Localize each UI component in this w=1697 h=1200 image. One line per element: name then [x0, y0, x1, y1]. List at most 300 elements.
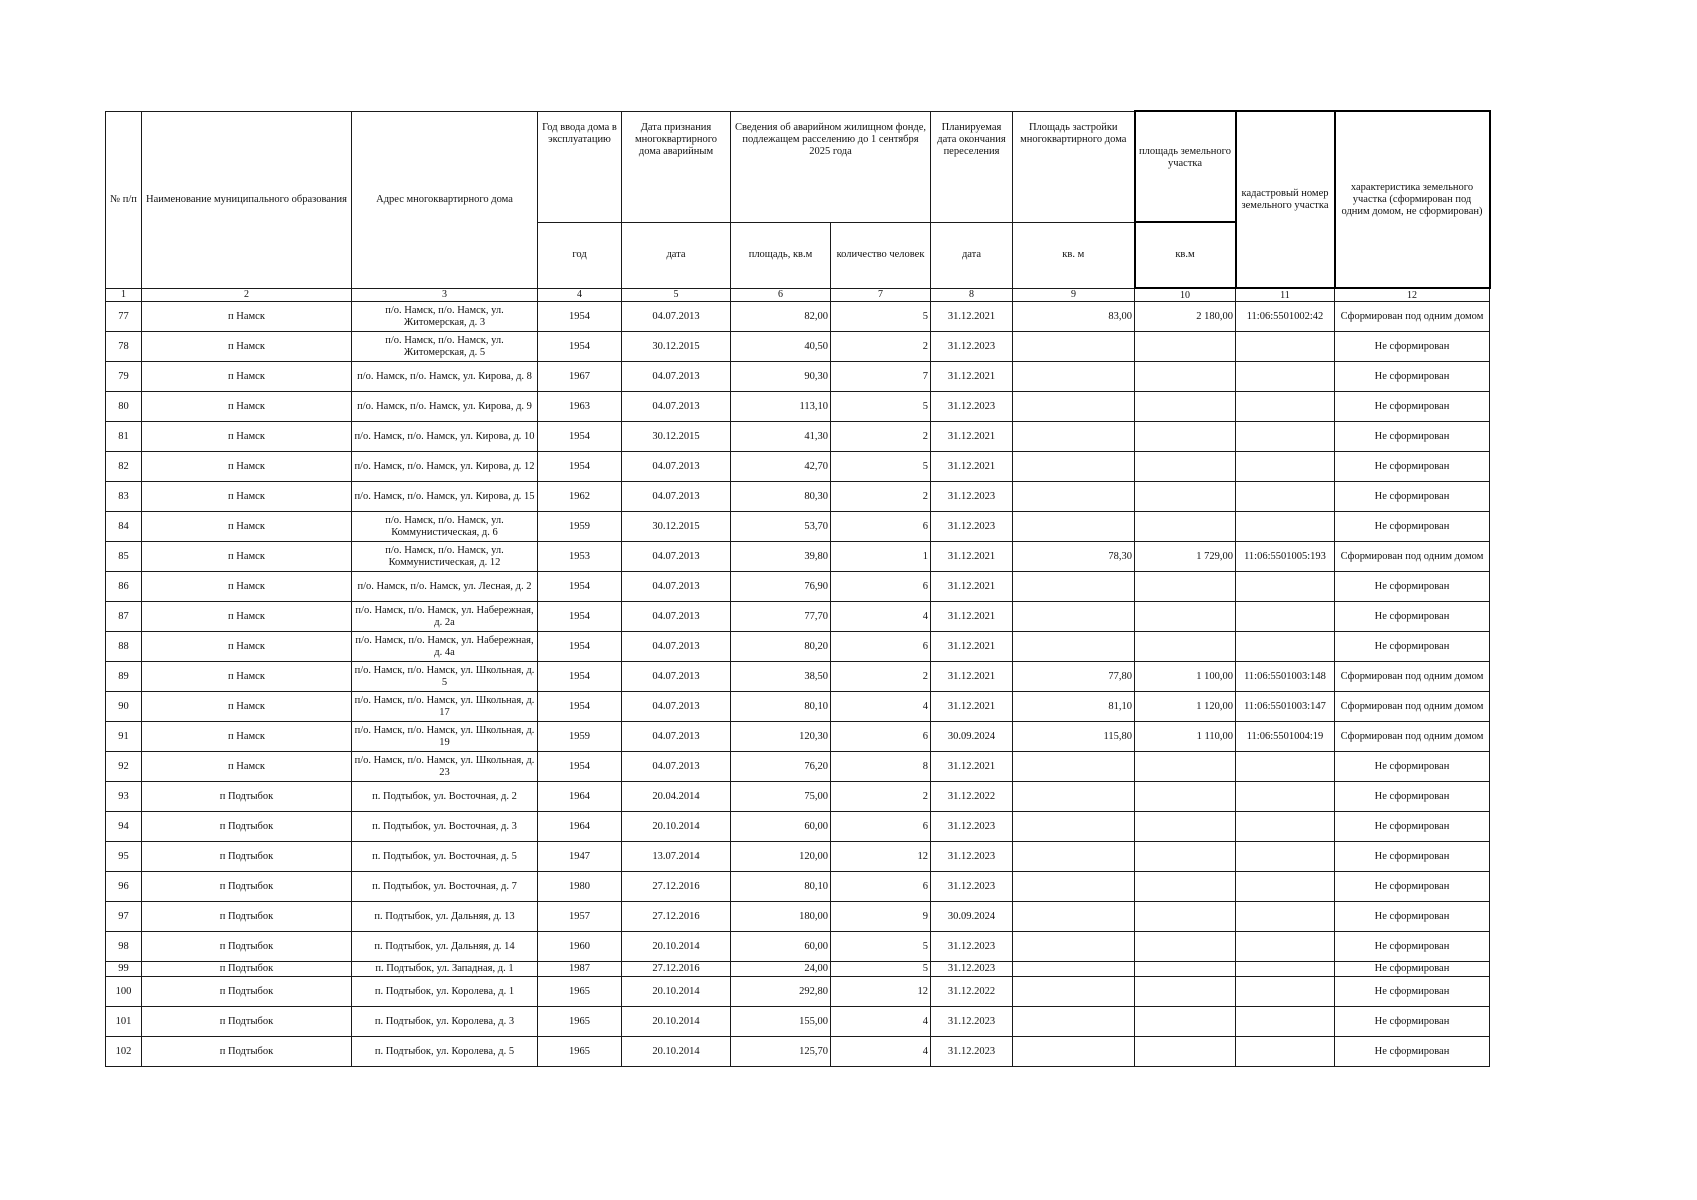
cell-people-count: 6	[831, 512, 931, 542]
cell-land-status: Сформирован под одним домом	[1335, 722, 1490, 752]
cell-planned-end-date: 31.12.2023	[931, 332, 1013, 362]
cell-year: 1954	[538, 632, 622, 662]
cell-address: п/о. Намск, п/о. Намск, ул. Лесная, д. 2	[352, 572, 538, 602]
cell-emergency-date: 20.10.2014	[622, 977, 731, 1007]
cell-row-number: 93	[106, 782, 142, 812]
cell-land-area: 1 100,00	[1135, 662, 1236, 692]
cell-cadastral-number	[1236, 512, 1335, 542]
header-emergency-date: Дата признания многоквартирного дома аварийным	[622, 111, 731, 222]
cell-year: 1947	[538, 842, 622, 872]
cell-cadastral-number: 11:06:5501005:193	[1236, 542, 1335, 572]
cell-cadastral-number	[1236, 872, 1335, 902]
cell-people-count: 2	[831, 662, 931, 692]
cell-row-number: 85	[106, 542, 142, 572]
col-num-5: 5	[622, 288, 731, 302]
cell-planned-end-date: 31.12.2023	[931, 512, 1013, 542]
header-cadastral: кадастровый номер земельного участка	[1236, 111, 1335, 288]
cell-year: 1965	[538, 977, 622, 1007]
cell-address: п/о. Намск, п/о. Намск, ул. Кирова, д. 12	[352, 452, 538, 482]
cell-land-area	[1135, 812, 1236, 842]
cell-area: 24,00	[731, 962, 831, 977]
cell-cadastral-number	[1236, 932, 1335, 962]
header-land-area: площадь земельного участка	[1135, 111, 1236, 222]
cell-address: п. Подтыбок, ул. Восточная, д. 3	[352, 812, 538, 842]
cell-row-number: 80	[106, 392, 142, 422]
header-year: Год ввода дома в эксплуатацию	[538, 111, 622, 222]
cell-address: п. Подтыбок, ул. Восточная, д. 7	[352, 872, 538, 902]
cell-municipality: п Намск	[142, 422, 352, 452]
cell-emergency-date: 04.07.2013	[622, 602, 731, 632]
cell-planned-end-date: 30.09.2024	[931, 902, 1013, 932]
cell-row-number: 94	[106, 812, 142, 842]
cell-municipality: п Подтыбок	[142, 1037, 352, 1067]
cell-row-number: 87	[106, 602, 142, 632]
cell-area: 80,20	[731, 632, 831, 662]
cell-address: п/о. Намск, п/о. Намск, ул. Школьная, д. 5	[352, 662, 538, 692]
cell-emergency-date: 04.07.2013	[622, 572, 731, 602]
cell-municipality: п Намск	[142, 542, 352, 572]
cell-row-number: 90	[106, 692, 142, 722]
header-building-area: Площадь застройки многоквартирного дома	[1013, 111, 1135, 222]
cell-land-status: Не сформирован	[1335, 572, 1490, 602]
cell-land-area	[1135, 977, 1236, 1007]
cell-municipality: п Намск	[142, 512, 352, 542]
cell-cadastral-number	[1236, 482, 1335, 512]
cell-people-count: 12	[831, 977, 931, 1007]
cell-cadastral-number: 11:06:5501004:19	[1236, 722, 1335, 752]
header-land-status: характеристика земельного участка (сформирован под одним домом, не сформирован)	[1335, 111, 1490, 288]
cell-address: п. Подтыбок, ул. Дальняя, д. 14	[352, 932, 538, 962]
cell-cadastral-number	[1236, 752, 1335, 782]
cell-year: 1957	[538, 902, 622, 932]
cell-planned-end-date: 31.12.2023	[931, 962, 1013, 977]
table-row	[106, 782, 1490, 812]
cell-row-number: 79	[106, 362, 142, 392]
cell-building-area	[1013, 1007, 1135, 1037]
cell-cadastral-number	[1236, 362, 1335, 392]
cell-land-area	[1135, 782, 1236, 812]
cell-people-count: 1	[831, 542, 931, 572]
cell-cadastral-number	[1236, 842, 1335, 872]
table-row	[106, 362, 1490, 392]
cell-area: 155,00	[731, 1007, 831, 1037]
cell-year: 1959	[538, 722, 622, 752]
cell-land-status: Сформирован под одним домом	[1335, 302, 1490, 332]
table-row	[106, 632, 1490, 662]
cell-address: п/о. Намск, п/о. Намск, ул. Кирова, д. 10	[352, 422, 538, 452]
cell-area: 60,00	[731, 932, 831, 962]
table-row	[106, 842, 1490, 872]
cell-row-number: 97	[106, 902, 142, 932]
cell-cadastral-number	[1236, 902, 1335, 932]
cell-planned-end-date: 31.12.2023	[931, 392, 1013, 422]
cell-people-count: 9	[831, 902, 931, 932]
cell-land-area: 1 120,00	[1135, 692, 1236, 722]
cell-planned-end-date: 31.12.2021	[931, 632, 1013, 662]
cell-cadastral-number	[1236, 572, 1335, 602]
cell-land-area	[1135, 1007, 1236, 1037]
cell-building-area: 78,30	[1013, 542, 1135, 572]
cell-people-count: 5	[831, 392, 931, 422]
cell-building-area: 115,80	[1013, 722, 1135, 752]
cell-building-area	[1013, 482, 1135, 512]
cell-land-status: Сформирован под одним домом	[1335, 692, 1490, 722]
cell-area: 82,00	[731, 302, 831, 332]
cell-planned-end-date: 31.12.2021	[931, 752, 1013, 782]
cell-land-status: Сформирован под одним домом	[1335, 542, 1490, 572]
cell-address: п/о. Намск, п/о. Намск, ул. Житомерская, д. 5	[352, 332, 538, 362]
cell-people-count: 6	[831, 632, 931, 662]
cell-emergency-date: 27.12.2016	[622, 962, 731, 977]
cell-land-area	[1135, 872, 1236, 902]
sub-end-date: дата	[931, 222, 1013, 288]
cell-land-status: Не сформирован	[1335, 392, 1490, 422]
table-row	[106, 962, 1490, 977]
cell-address: п/о. Намск, п/о. Намск, ул. Набережная, д. 4а	[352, 632, 538, 662]
cell-people-count: 6	[831, 872, 931, 902]
col-num-1: 1	[106, 288, 142, 302]
cell-emergency-date: 04.07.2013	[622, 722, 731, 752]
col-num-7: 7	[831, 288, 931, 302]
col-num-2: 2	[142, 288, 352, 302]
sub-build-area: кв. м	[1013, 222, 1135, 288]
cell-municipality: п Намск	[142, 722, 352, 752]
table-row	[106, 332, 1490, 362]
cell-emergency-date: 20.10.2014	[622, 1007, 731, 1037]
cell-land-status: Не сформирован	[1335, 962, 1490, 977]
housing-register-table	[105, 110, 1491, 1067]
sub-area: площадь, кв.м	[731, 222, 831, 288]
cell-area: 53,70	[731, 512, 831, 542]
cell-address: п/о. Намск, п/о. Намск, ул. Набережная, д. 2а	[352, 602, 538, 632]
cell-address: п/о. Намск, п/о. Намск, ул. Школьная, д. 17	[352, 692, 538, 722]
table-row	[106, 662, 1490, 692]
cell-municipality: п Подтыбок	[142, 842, 352, 872]
cell-emergency-date: 20.10.2014	[622, 932, 731, 962]
cell-people-count: 4	[831, 602, 931, 632]
cell-year: 1954	[538, 302, 622, 332]
col-num-9: 9	[1013, 288, 1135, 302]
cell-building-area	[1013, 902, 1135, 932]
cell-area: 77,70	[731, 602, 831, 632]
cell-planned-end-date: 31.12.2023	[931, 482, 1013, 512]
cell-land-status: Не сформирован	[1335, 977, 1490, 1007]
cell-planned-end-date: 31.12.2022	[931, 977, 1013, 1007]
cell-row-number: 82	[106, 452, 142, 482]
cell-year: 1954	[538, 752, 622, 782]
cell-emergency-date: 04.07.2013	[622, 692, 731, 722]
cell-building-area	[1013, 962, 1135, 977]
cell-land-status: Не сформирован	[1335, 752, 1490, 782]
cell-land-status: Не сформирован	[1335, 332, 1490, 362]
cell-area: 39,80	[731, 542, 831, 572]
cell-row-number: 84	[106, 512, 142, 542]
cell-land-area	[1135, 422, 1236, 452]
cell-land-area	[1135, 572, 1236, 602]
cell-row-number: 101	[106, 1007, 142, 1037]
col-num-10: 10	[1135, 288, 1236, 302]
cell-year: 1967	[538, 362, 622, 392]
col-num-12: 12	[1335, 288, 1490, 302]
header-municipality: Наименование муниципального образования	[142, 111, 352, 288]
cell-municipality: п Подтыбок	[142, 902, 352, 932]
cell-land-status: Не сформирован	[1335, 452, 1490, 482]
cell-cadastral-number	[1236, 962, 1335, 977]
table-row	[106, 422, 1490, 452]
cell-address: п. Подтыбок, ул. Западная, д. 1	[352, 962, 538, 977]
cell-municipality: п Намск	[142, 452, 352, 482]
table-body	[106, 288, 1490, 1067]
cell-year: 1963	[538, 392, 622, 422]
header-emergency-fund: Сведения об аварийном жилищном фонде, подлежащем расселению до 1 сентября 2025 года	[731, 111, 931, 222]
cell-land-area	[1135, 602, 1236, 632]
cell-year: 1953	[538, 542, 622, 572]
cell-cadastral-number	[1236, 1007, 1335, 1037]
cell-building-area	[1013, 977, 1135, 1007]
cell-area: 38,50	[731, 662, 831, 692]
cell-year: 1954	[538, 602, 622, 632]
cell-emergency-date: 20.04.2014	[622, 782, 731, 812]
cell-address: п/о. Намск, п/о. Намск, ул. Житомерская, д. 3	[352, 302, 538, 332]
cell-people-count: 6	[831, 812, 931, 842]
cell-row-number: 81	[106, 422, 142, 452]
cell-land-status: Не сформирован	[1335, 602, 1490, 632]
cell-cadastral-number	[1236, 632, 1335, 662]
cell-land-area: 1 110,00	[1135, 722, 1236, 752]
cell-cadastral-number	[1236, 332, 1335, 362]
cell-land-area	[1135, 452, 1236, 482]
cell-municipality: п Намск	[142, 482, 352, 512]
cell-municipality: п Подтыбок	[142, 977, 352, 1007]
cell-land-status: Не сформирован	[1335, 422, 1490, 452]
cell-people-count: 4	[831, 692, 931, 722]
cell-cadastral-number: 11:06:5501003:147	[1236, 692, 1335, 722]
cell-land-area	[1135, 752, 1236, 782]
col-num-3: 3	[352, 288, 538, 302]
cell-land-area	[1135, 1037, 1236, 1067]
cell-land-status: Не сформирован	[1335, 902, 1490, 932]
cell-emergency-date: 20.10.2014	[622, 1037, 731, 1067]
cell-emergency-date: 04.07.2013	[622, 662, 731, 692]
cell-year: 1954	[538, 452, 622, 482]
cell-row-number: 78	[106, 332, 142, 362]
cell-area: 76,20	[731, 752, 831, 782]
table-row	[106, 932, 1490, 962]
cell-cadastral-number	[1236, 977, 1335, 1007]
cell-emergency-date: 13.07.2014	[622, 842, 731, 872]
cell-emergency-date: 27.12.2016	[622, 872, 731, 902]
cell-municipality: п Намск	[142, 632, 352, 662]
cell-planned-end-date: 31.12.2023	[931, 872, 1013, 902]
cell-building-area	[1013, 632, 1135, 662]
cell-planned-end-date: 31.12.2022	[931, 782, 1013, 812]
cell-building-area	[1013, 512, 1135, 542]
cell-land-area	[1135, 332, 1236, 362]
cell-year: 1964	[538, 782, 622, 812]
cell-year: 1959	[538, 512, 622, 542]
table-row	[106, 1037, 1490, 1067]
cell-area: 60,00	[731, 812, 831, 842]
cell-area: 125,70	[731, 1037, 831, 1067]
cell-people-count: 6	[831, 722, 931, 752]
table-row	[106, 977, 1490, 1007]
cell-municipality: п Намск	[142, 332, 352, 362]
cell-planned-end-date: 31.12.2021	[931, 692, 1013, 722]
cell-building-area	[1013, 452, 1135, 482]
cell-building-area: 83,00	[1013, 302, 1135, 332]
cell-planned-end-date: 31.12.2023	[931, 812, 1013, 842]
cell-planned-end-date: 31.12.2021	[931, 422, 1013, 452]
cell-address: п/о. Намск, п/о. Намск, ул. Школьная, д. 19	[352, 722, 538, 752]
cell-building-area	[1013, 332, 1135, 362]
cell-year: 1954	[538, 662, 622, 692]
cell-row-number: 98	[106, 932, 142, 962]
cell-emergency-date: 04.07.2013	[622, 752, 731, 782]
cell-cadastral-number	[1236, 602, 1335, 632]
cell-land-area	[1135, 842, 1236, 872]
cell-municipality: п Намск	[142, 752, 352, 782]
table-row	[106, 722, 1490, 752]
cell-row-number: 92	[106, 752, 142, 782]
cell-planned-end-date: 31.12.2021	[931, 662, 1013, 692]
header-planned-date: Планируемая дата окончания переселения	[931, 111, 1013, 222]
cell-cadastral-number: 11:06:5501003:148	[1236, 662, 1335, 692]
cell-emergency-date: 04.07.2013	[622, 302, 731, 332]
cell-cadastral-number	[1236, 422, 1335, 452]
cell-people-count: 2	[831, 332, 931, 362]
cell-building-area	[1013, 602, 1135, 632]
cell-area: 90,30	[731, 362, 831, 392]
cell-land-area	[1135, 362, 1236, 392]
cell-address: п/о. Намск, п/о. Намск, ул. Кирова, д. 15	[352, 482, 538, 512]
cell-row-number: 99	[106, 962, 142, 977]
cell-year: 1980	[538, 872, 622, 902]
cell-municipality: п Намск	[142, 572, 352, 602]
sub-date: дата	[622, 222, 731, 288]
sub-people: количество человек	[831, 222, 931, 288]
cell-municipality: п Подтыбок	[142, 872, 352, 902]
cell-planned-end-date: 31.12.2023	[931, 842, 1013, 872]
table-row	[106, 542, 1490, 572]
cell-building-area	[1013, 782, 1135, 812]
cell-building-area	[1013, 392, 1135, 422]
cell-municipality: п Намск	[142, 662, 352, 692]
cell-land-area	[1135, 392, 1236, 422]
col-num-6: 6	[731, 288, 831, 302]
cell-land-area	[1135, 632, 1236, 662]
col-num-4: 4	[538, 288, 622, 302]
cell-municipality: п Подтыбок	[142, 812, 352, 842]
cell-cadastral-number	[1236, 452, 1335, 482]
cell-municipality: п Намск	[142, 362, 352, 392]
cell-people-count: 6	[831, 572, 931, 602]
cell-people-count: 5	[831, 962, 931, 977]
cell-area: 180,00	[731, 902, 831, 932]
table-row	[106, 602, 1490, 632]
cell-planned-end-date: 30.09.2024	[931, 722, 1013, 752]
cell-year: 1954	[538, 572, 622, 602]
cell-planned-end-date: 31.12.2021	[931, 302, 1013, 332]
cell-land-status: Не сформирован	[1335, 932, 1490, 962]
col-num-11: 11	[1236, 288, 1335, 302]
header-address: Адрес многоквартирного дома	[352, 111, 538, 288]
cell-planned-end-date: 31.12.2021	[931, 452, 1013, 482]
cell-cadastral-number	[1236, 812, 1335, 842]
sub-year: год	[538, 222, 622, 288]
cell-land-status: Не сформирован	[1335, 782, 1490, 812]
cell-address: п. Подтыбок, ул. Королева, д. 1	[352, 977, 538, 1007]
cell-emergency-date: 20.10.2014	[622, 812, 731, 842]
cell-cadastral-number: 11:06:5501002:42	[1236, 302, 1335, 332]
cell-row-number: 89	[106, 662, 142, 692]
table-row	[106, 902, 1490, 932]
cell-row-number: 77	[106, 302, 142, 332]
cell-people-count: 7	[831, 362, 931, 392]
cell-year: 1954	[538, 332, 622, 362]
cell-year: 1960	[538, 932, 622, 962]
cell-land-status: Не сформирован	[1335, 362, 1490, 392]
cell-planned-end-date: 31.12.2023	[931, 932, 1013, 962]
cell-cadastral-number	[1236, 1037, 1335, 1067]
cell-emergency-date: 04.07.2013	[622, 452, 731, 482]
cell-building-area	[1013, 422, 1135, 452]
cell-people-count: 4	[831, 1007, 931, 1037]
cell-area: 113,10	[731, 392, 831, 422]
cell-cadastral-number	[1236, 782, 1335, 812]
cell-emergency-date: 30.12.2015	[622, 332, 731, 362]
cell-area: 80,10	[731, 872, 831, 902]
table-row	[106, 812, 1490, 842]
cell-municipality: п Подтыбок	[142, 932, 352, 962]
cell-building-area: 81,10	[1013, 692, 1135, 722]
cell-planned-end-date: 31.12.2023	[931, 1007, 1013, 1037]
cell-building-area	[1013, 362, 1135, 392]
cell-area: 42,70	[731, 452, 831, 482]
cell-address: п. Подтыбок, ул. Королева, д. 3	[352, 1007, 538, 1037]
cell-people-count: 5	[831, 932, 931, 962]
cell-land-area	[1135, 482, 1236, 512]
cell-municipality: п Намск	[142, 602, 352, 632]
cell-address: п. Подтыбок, ул. Восточная, д. 2	[352, 782, 538, 812]
cell-land-area	[1135, 512, 1236, 542]
cell-people-count: 5	[831, 452, 931, 482]
table-row	[106, 692, 1490, 722]
cell-row-number: 96	[106, 872, 142, 902]
cell-building-area	[1013, 572, 1135, 602]
table-row	[106, 752, 1490, 782]
cell-people-count: 4	[831, 1037, 931, 1067]
cell-emergency-date: 30.12.2015	[622, 422, 731, 452]
cell-area: 41,30	[731, 422, 831, 452]
cell-building-area: 77,80	[1013, 662, 1135, 692]
cell-planned-end-date: 31.12.2021	[931, 542, 1013, 572]
cell-address: п/о. Намск, п/о. Намск, ул. Коммунистическая, д. 6	[352, 512, 538, 542]
col-num-8: 8	[931, 288, 1013, 302]
header-number: № п/п	[106, 111, 142, 288]
cell-land-status: Не сформирован	[1335, 872, 1490, 902]
cell-people-count: 5	[831, 302, 931, 332]
cell-address: п. Подтыбок, ул. Восточная, д. 5	[352, 842, 538, 872]
cell-land-status: Не сформирован	[1335, 812, 1490, 842]
cell-row-number: 102	[106, 1037, 142, 1067]
cell-building-area	[1013, 842, 1135, 872]
cell-cadastral-number	[1236, 392, 1335, 422]
cell-year: 1965	[538, 1007, 622, 1037]
cell-area: 80,10	[731, 692, 831, 722]
cell-building-area	[1013, 812, 1135, 842]
cell-building-area	[1013, 872, 1135, 902]
cell-land-area	[1135, 962, 1236, 977]
